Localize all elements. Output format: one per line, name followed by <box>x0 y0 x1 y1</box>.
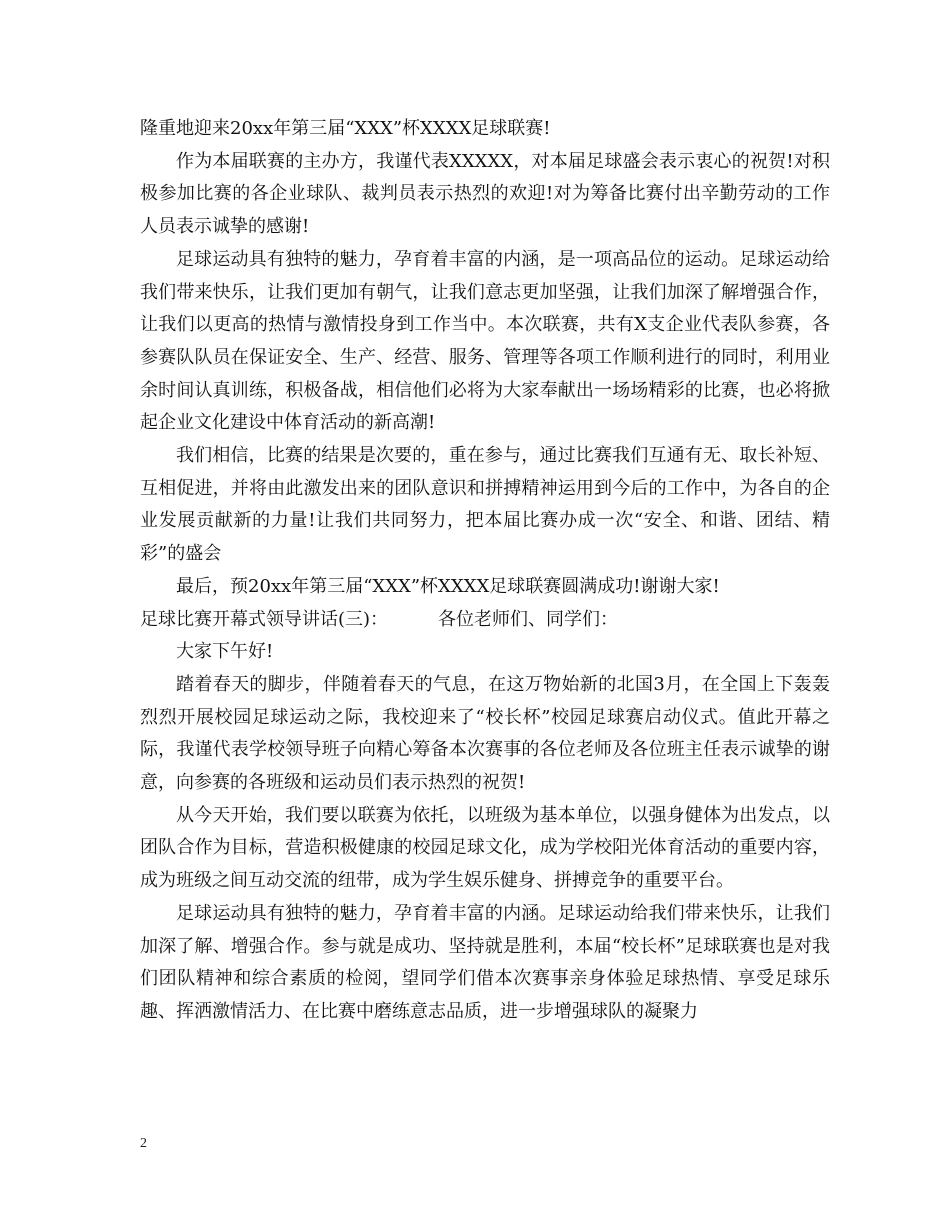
paragraph-opening-line: 隆重地迎来20xx年第三届“XXX”杯XXXX足球联赛! <box>140 118 551 139</box>
body-text <box>140 113 830 1029</box>
section-heading: 足球比赛开幕式领导讲话(三)： <box>140 608 389 630</box>
paragraph-good-afternoon: 大家下午好! <box>176 641 274 663</box>
paragraph-spring-opening: 踏着春天的脚步，伴随着春天的气息，在这万物始新的北国3月，在全国上下轰轰烈烈开展校园足球运动之际，我校迎来了“校长杯”校园足球赛启动仪式。值此开幕之际，我谨代表学校领导班子向精心筹备本次赛事的各位老师及各位班主任表示诚挚的谢意，向参赛的各班级和运动员们表示热烈的祝贺! <box>140 673 830 794</box>
paragraph-host-greeting: 作为本届联赛的主办方，我谨代表XXXXX，对本届足球盛会表示衷心的祝贺!对积极参加比赛的各企业球队、裁判员表示热烈的欢迎!对为筹备比赛付出辛勤劳动的工作人员表示诚挚的感谢! <box>140 150 830 238</box>
page-number: 2 <box>140 1136 147 1151</box>
paragraph-league-goals: 从今天开始，我们要以联赛为依托，以班级为基本单位，以强身健体为出发点，以团队合作为目标，营造积极健康的校园足球文化，成为学校阳光体育活动的重要内容，成为班级之间互动交流的纽带，成为学生娱乐健身、拼搏竞争的重要平台。 <box>140 804 830 892</box>
section-greeting: 各位老师们、同学们： <box>438 608 619 630</box>
paragraph-participation: 我们相信，比赛的结果是次要的，重在参与，通过比赛我们互通有无、取长补短、互相促进，并将由此激发出来的团队意识和拼搏精神运用到今后的工作中，为各自的企业发展贡献新的力量!让我们共同努力，把本届比赛办成一次“安全、和谐、团结、精彩”的盛会 <box>140 445 830 565</box>
paragraph-football-charm: 足球运动具有独特的魅力，孕育着丰富的内涵，是一项高品位的运动。足球运动给我们带来快乐，让我们更加有朝气，让我们意志更加坚强，让我们加深了解增强合作，让我们以更高的热情与激情投身到工作当中。本次联赛，共有X支企业代表队参赛，各参赛队队员在保证安全、生产、经营、服务、管理等各项工作顺利进行的同时，利用业余时间认真训练，积极备战，相信他们必将为大家奉献出一场场精彩的比赛，也必将掀起企业文化建设中体育活动的新高潮! <box>140 248 830 434</box>
section-heading-row <box>140 604 830 637</box>
paragraph-team-spirit: 足球运动具有独特的魅力，孕育着丰富的内涵。足球运动给我们带来快乐，让我们加深了解、增强合作。参与就是成功、坚持就是胜利，本届“校长杯”足球联赛也是对我们团队精神和综合素质的检阅，望同学们借本次赛事亲身体验足球热情、享受足球乐趣、挥洒激情活力、在比赛中磨练意志品质，进一步增强球队的凝聚力 <box>140 902 830 1022</box>
paragraph-closing-wish: 最后，预20xx年第三届“XXX”杯XXXX足球联赛圆满成功!谢谢大家! <box>176 575 720 597</box>
